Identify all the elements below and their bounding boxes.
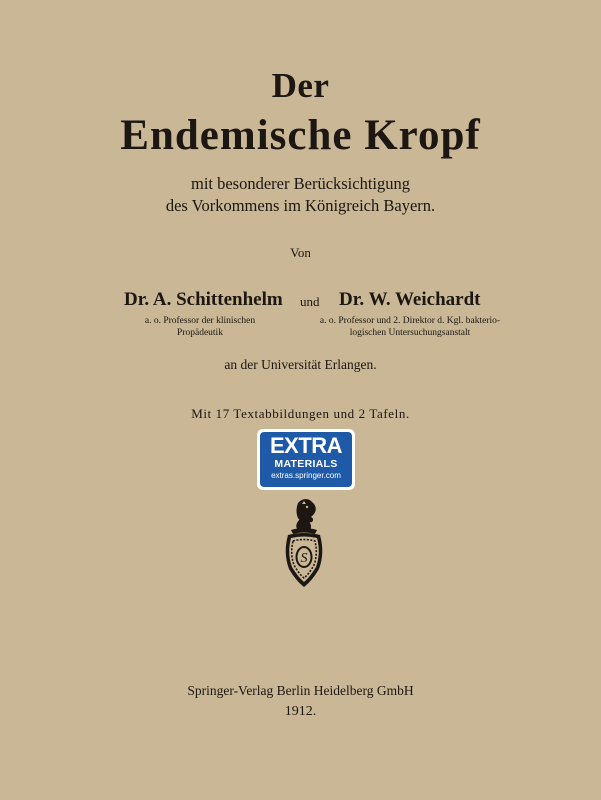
author-1-affiliation-line-2: Propädeutik bbox=[177, 328, 223, 338]
extra-materials-badge[interactable] bbox=[257, 429, 355, 490]
badge-line-2: MATERIALS bbox=[274, 458, 338, 470]
publisher-line: Springer-Verlag Berlin Heidelberg GmbH bbox=[187, 683, 414, 698]
author-1-affiliation bbox=[130, 315, 270, 339]
von-label: Von bbox=[290, 245, 311, 260]
author-2-name: Dr. W. Weichardt bbox=[339, 289, 481, 310]
illustrations-note: Mit 17 Textabbildungen und 2 Tafeln. bbox=[191, 406, 410, 421]
author-2-affiliation bbox=[310, 315, 510, 339]
badge-line-3: extras.springer.com bbox=[271, 471, 341, 480]
subtitle-line-2: des Vorkommens im Königreich Bayern. bbox=[165, 196, 436, 215]
title-line-2: Endemische Kropf bbox=[120, 112, 481, 159]
author-2-affiliation-line-1: a. o. Professor und 2. Direktor d. Kgl. bakterio- bbox=[319, 316, 501, 326]
springer-horse-emblem-icon bbox=[276, 497, 332, 589]
author-1-affiliation-line-1: a. o. Professor der klinischen bbox=[144, 316, 256, 326]
extra-materials-badge-panel bbox=[260, 432, 352, 487]
title-line-1: Der bbox=[271, 66, 330, 105]
author-1-name: Dr. A. Schittenhelm bbox=[124, 289, 283, 310]
author-connector: und bbox=[300, 294, 320, 309]
subtitle-line-1: mit besonderer Berücksichtigung bbox=[190, 174, 411, 193]
badge-line-1: EXTRA bbox=[269, 433, 343, 458]
emblem-monogram: S bbox=[300, 551, 308, 566]
author-2-affiliation-line-2: logischen Untersuchungsanstalt bbox=[349, 328, 471, 338]
publication-year: 1912. bbox=[284, 704, 317, 719]
university-line: an der Universität Erlangen. bbox=[224, 357, 377, 372]
